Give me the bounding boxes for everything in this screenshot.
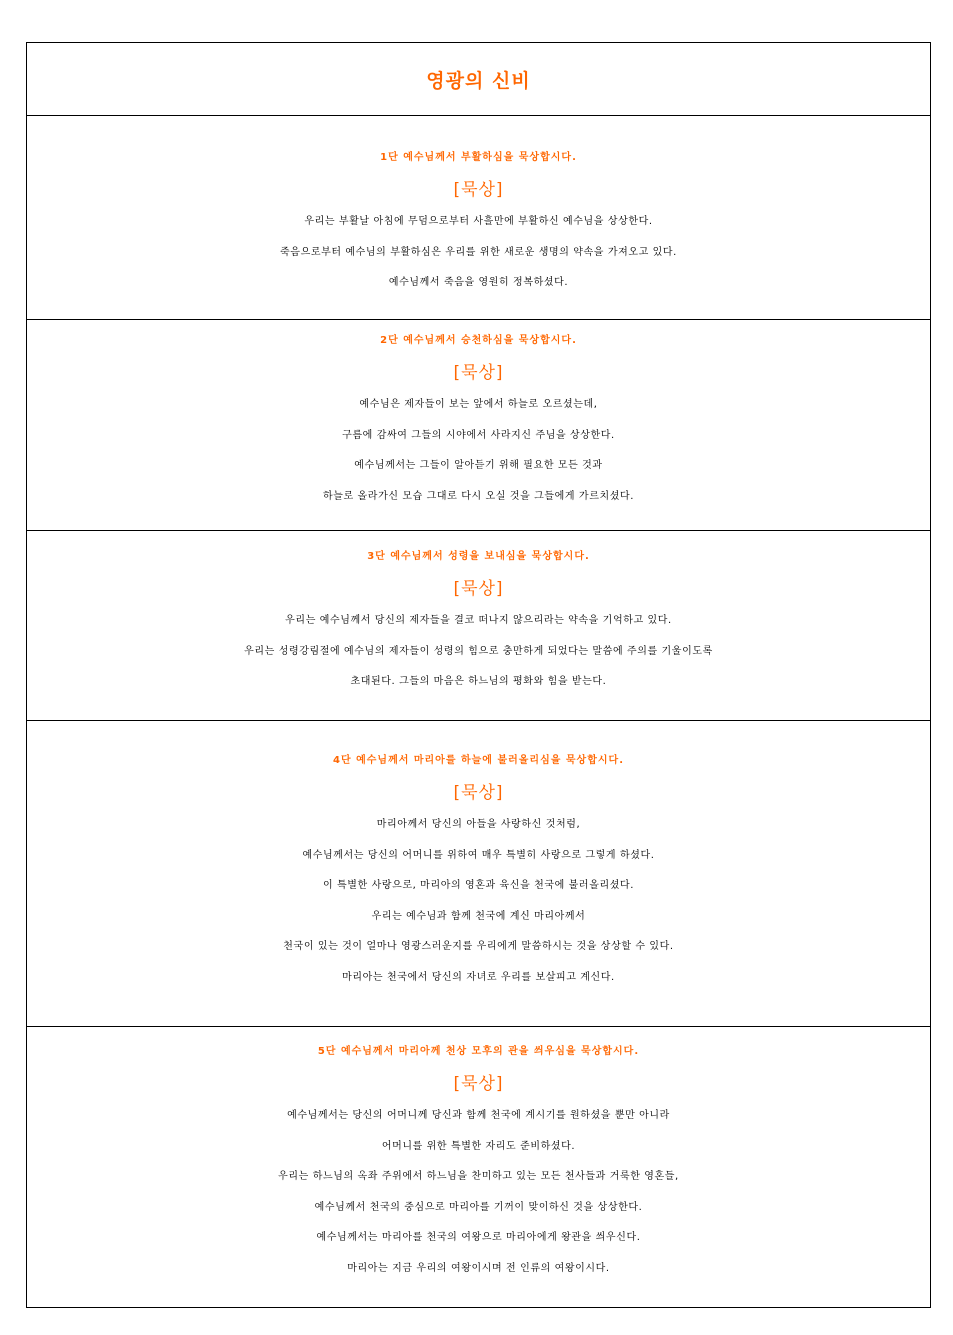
decade-1-section — [27, 115, 930, 319]
title-section — [27, 43, 930, 115]
decade-5-section — [27, 1026, 930, 1307]
meditation-line: 우리는 예수님께서 당신의 제자들을 결코 떠나지 않으리라는 약속을 기억하고 있다. — [285, 615, 672, 626]
meditation-line: 우리는 예수님과 함께 천국에 계신 마리아께서 — [371, 910, 586, 922]
decade-heading: 5단 예수님께서 마리아께 천상 모후의 관을 씌우심을 묵상합시다. — [317, 1046, 640, 1057]
page-title: 영광의 신비 — [426, 69, 531, 92]
decade-heading: 4단 예수님께서 마리아를 하늘에 불러올리심을 묵상합시다. — [332, 755, 624, 766]
mystery-document — [26, 42, 931, 1308]
decade-4-section — [27, 720, 930, 1026]
meditation-line: 천국이 있는 것이 얼마나 영광스러운지를 우리에게 말씀하시는 것을 상상할 수 있다. — [283, 941, 674, 952]
decade-2-section — [27, 319, 930, 530]
meditation-line: 마리아는 천국에서 당신의 자녀로 우리를 보살피고 계신다. — [342, 971, 615, 983]
meditation-label: [묵상] — [453, 783, 504, 803]
meditation-line: 예수님께서는 당신의 어머니를 위하여 매우 특별히 사랑으로 그렇게 하셨다. — [302, 849, 655, 861]
meditation-line: 마리아께서 당신의 아들을 사랑하신 것처럼, — [376, 819, 581, 830]
meditation-label: [묵상] — [453, 1074, 504, 1094]
meditation-line: 우리는 하느님의 옥좌 주위에서 하느님을 찬미하고 있는 모든 천사들과 거룩한 영혼들, — [278, 1171, 679, 1182]
meditation-line: 예수님께서 죽음을 영원히 정복하셨다. — [388, 277, 569, 288]
meditation-line: 구름에 감싸여 그들의 시야에서 사라지신 주님을 상상한다. — [342, 429, 615, 441]
meditation-line: 예수님은 제자들이 보는 앞에서 하늘로 오르셨는데, — [359, 399, 598, 410]
meditation-line: 우리는 성령강림절에 예수님의 제자들이 성령의 힘으로 충만하게 되었다는 말씀에 주의를 기울이도록 — [244, 645, 713, 657]
meditation-label: [묵상] — [453, 180, 504, 200]
meditation-line: 마리아는 지금 우리의 여왕이시며 전 인류의 여왕이시다. — [347, 1262, 610, 1274]
decade-3-section — [27, 530, 930, 720]
meditation-line: 하늘로 올라가신 모습 그대로 다시 오실 것을 그들에게 가르치셨다. — [322, 490, 635, 502]
decade-heading: 3단 예수님께서 성령을 보내심을 묵상합시다. — [367, 551, 590, 562]
meditation-line: 초대된다. 그들의 마음은 하느님의 평화와 힘을 받는다. — [350, 676, 607, 687]
meditation-line: 예수님께서는 당신의 어머니께 당신과 함께 천국에 계시기를 원하셨을 뿐만 아니라 — [287, 1110, 670, 1121]
decade-heading: 1단 예수님께서 부활하심을 묵상합시다. — [380, 152, 577, 163]
meditation-line: 예수님께서는 마리아를 천국의 여왕으로 마리아에게 왕관을 씌우신다. — [316, 1232, 641, 1243]
meditation-line: 어머니를 위한 특별한 자리도 준비하셨다. — [381, 1140, 576, 1152]
meditation-line: 우리는 부활날 아침에 무덤으로부터 사흘만에 부활하신 예수님을 상상한다. — [304, 216, 653, 227]
meditation-line: 예수님께서 천국의 중심으로 마리아를 기꺼이 맞이하신 것을 상상한다. — [314, 1201, 643, 1213]
meditation-line: 예수님께서는 그들이 알아듣기 위해 필요한 모든 것과 — [354, 460, 603, 471]
meditation-label: [묵상] — [453, 579, 504, 599]
meditation-line: 이 특별한 사랑으로, 마리아의 영혼과 육신을 천국에 불러올리셨다. — [322, 880, 635, 891]
meditation-line: 죽음으로부터 예수님의 부활하심은 우리를 위한 새로운 생명의 약속을 가져오고 있다. — [280, 246, 677, 258]
meditation-label: [묵상] — [453, 363, 504, 383]
decade-heading: 2단 예수님께서 승천하심을 묵상합시다. — [380, 335, 577, 346]
